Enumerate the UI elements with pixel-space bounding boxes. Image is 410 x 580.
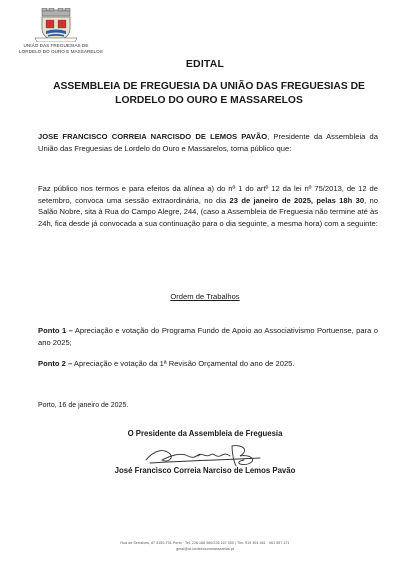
agenda-item-label: Ponto 1 – [38,326,73,335]
agenda-item-1 [38,325,378,348]
parish-coat-of-arms-icon [33,8,79,42]
agenda-item-2 [38,358,378,370]
letterhead [19,8,103,54]
signatory-name: José Francisco Correia Narciso de Lemos Pavão [114,466,296,475]
session-date-time: 23 de janeiro de 2025, pelas 18h 30 [229,195,365,205]
place-date: Porto, 16 de janeiro de 2025. [38,402,129,409]
notice-paragraph [38,183,378,229]
intro-paragraph [38,131,378,154]
agenda-item-text: Apreciação e votação do Programa Fundo de Apoio ao Associativismo Portuense, para o ano 2025; [38,326,378,347]
institution-line-2: LORDELO DO OURO E MASSARELOS [19,48,103,54]
intro-text: , Presidente da Assembleia da União das Freguesias de Lordelo do Ouro e Massarelos, torna público que: [38,132,378,153]
footer-email: geral@uf-lordeloouromassarelos.pt [176,547,234,551]
handwritten-signature-icon [140,436,280,470]
document-title: ASSEMBLEIA DE FREGUESIA DA UNIÃO DAS FREGUESIAS DE LORDELO DO OURO E MASSARELOS [53,81,365,106]
president-name: JOSE FRANCISCO CORREIA NARCISDO DE LEMOS PAVÃO [38,132,268,141]
notice-text-2: , no Salão Nobre, sita à Rua do Campo Alegre, 244, (caso a Assembleia de Freguesia não termine até às 24h, fica desde já convocada a sua continuação para o dia seguinte, a mesma hora) com a seguinte: [38,195,378,228]
page-footer [0,540,410,552]
document-heading: EDITAL [185,58,225,70]
agenda-title: Ordem de Trabalhos [170,292,240,301]
agenda-item-label: Ponto 2 – [38,359,73,368]
notice-text-1: Faz público nos termos e para efeitos da alínea a) do nº 1 do artº 12 da lei nº 75/2013, de 12 de setembro, convoca uma sessão extraordinária, no dia [38,184,378,205]
institution-name [19,43,103,54]
institution-line-1: UNIÃO DAS FREGUESIAS DE [23,43,89,48]
signature-title: O Presidente da Assembleia de Freguesia [127,429,283,438]
agenda-item-text: Apreciação e votação da 1ª Revisão Orçamental do ano de 2025. [72,359,295,368]
footer-address: Rua de Serralves, 87 4150-701 Porto · Tel. 226 168 960/226 167 000 | Tlm. 919 394 461 · 961 557 471 [120,541,290,545]
